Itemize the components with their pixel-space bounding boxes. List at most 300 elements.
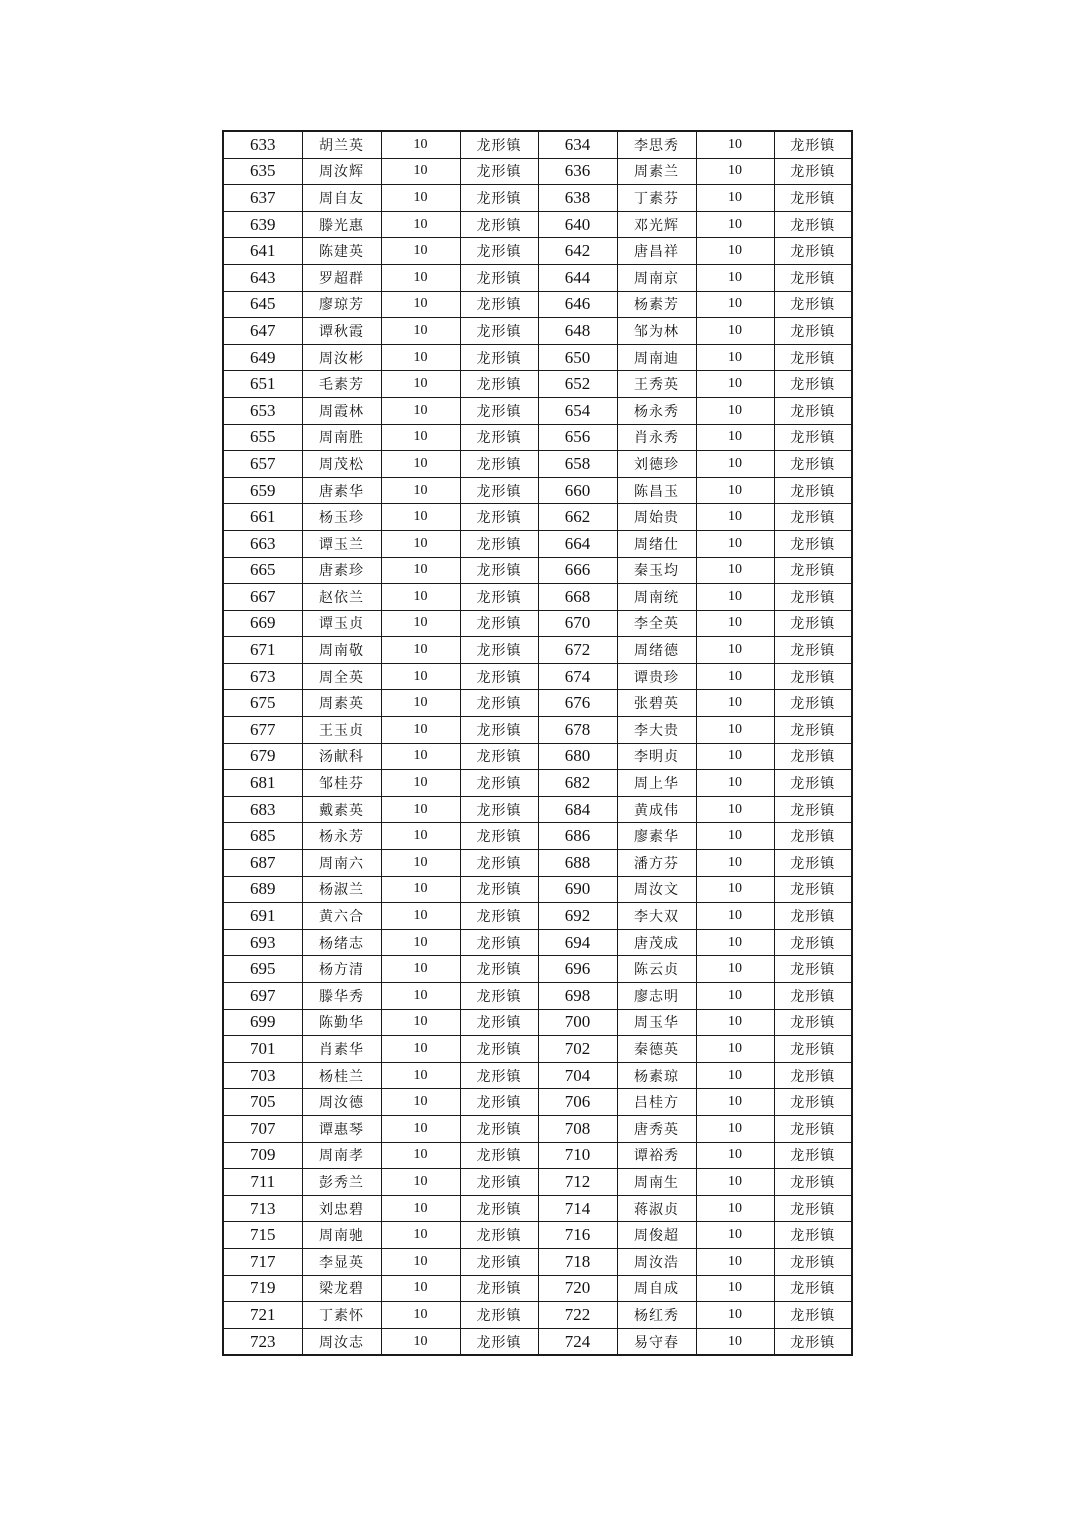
record-amount: 10 bbox=[696, 876, 774, 903]
record-number: 668 bbox=[538, 584, 617, 611]
table-row bbox=[223, 424, 852, 451]
record-town: 龙形镇 bbox=[460, 1009, 538, 1036]
record-number: 706 bbox=[538, 1089, 617, 1116]
record-number: 718 bbox=[538, 1248, 617, 1275]
table-row bbox=[223, 610, 852, 637]
record-amount: 10 bbox=[696, 717, 774, 744]
record-amount: 10 bbox=[696, 211, 774, 238]
record-number: 697 bbox=[223, 983, 302, 1010]
record-number: 635 bbox=[223, 158, 302, 185]
record-amount: 10 bbox=[696, 796, 774, 823]
record-town: 龙形镇 bbox=[774, 929, 852, 956]
record-number: 693 bbox=[223, 929, 302, 956]
record-amount: 10 bbox=[696, 743, 774, 770]
record-name: 邹为林 bbox=[617, 318, 696, 345]
table-row bbox=[223, 1089, 852, 1116]
record-number: 699 bbox=[223, 1009, 302, 1036]
record-town: 龙形镇 bbox=[460, 690, 538, 717]
record-name: 唐茂成 bbox=[617, 929, 696, 956]
record-town: 龙形镇 bbox=[460, 397, 538, 424]
record-town: 龙形镇 bbox=[774, 318, 852, 345]
record-number: 701 bbox=[223, 1036, 302, 1063]
record-town: 龙形镇 bbox=[774, 1275, 852, 1302]
record-amount: 10 bbox=[381, 530, 460, 557]
record-name: 李大贵 bbox=[617, 717, 696, 744]
record-amount: 10 bbox=[696, 1169, 774, 1196]
record-amount: 10 bbox=[381, 318, 460, 345]
table-row bbox=[223, 397, 852, 424]
table-row bbox=[223, 717, 852, 744]
record-number: 673 bbox=[223, 663, 302, 690]
record-name: 周南孝 bbox=[302, 1142, 381, 1169]
record-town: 龙形镇 bbox=[460, 929, 538, 956]
record-town: 龙形镇 bbox=[774, 584, 852, 611]
record-amount: 10 bbox=[696, 929, 774, 956]
record-number: 661 bbox=[223, 504, 302, 531]
record-number: 707 bbox=[223, 1115, 302, 1142]
record-name: 陈云贞 bbox=[617, 956, 696, 983]
record-name: 杨永芳 bbox=[302, 823, 381, 850]
record-name: 毛素芳 bbox=[302, 371, 381, 398]
record-name: 周南驰 bbox=[302, 1222, 381, 1249]
record-amount: 10 bbox=[381, 1248, 460, 1275]
record-town: 龙形镇 bbox=[774, 397, 852, 424]
table-row bbox=[223, 1302, 852, 1329]
table-row bbox=[223, 637, 852, 664]
record-town: 龙形镇 bbox=[460, 743, 538, 770]
table-row bbox=[223, 451, 852, 478]
record-name: 杨永秀 bbox=[617, 397, 696, 424]
record-name: 潘方芬 bbox=[617, 850, 696, 877]
record-town: 龙形镇 bbox=[774, 211, 852, 238]
record-name: 陈昌玉 bbox=[617, 477, 696, 504]
record-amount: 10 bbox=[381, 451, 460, 478]
record-name: 杨玉珍 bbox=[302, 504, 381, 531]
record-amount: 10 bbox=[381, 929, 460, 956]
record-name: 杨方清 bbox=[302, 956, 381, 983]
record-town: 龙形镇 bbox=[774, 1302, 852, 1329]
record-town: 龙形镇 bbox=[460, 1036, 538, 1063]
record-amount: 10 bbox=[381, 185, 460, 212]
record-name: 彭秀兰 bbox=[302, 1169, 381, 1196]
record-number: 724 bbox=[538, 1328, 617, 1355]
record-amount: 10 bbox=[381, 1115, 460, 1142]
record-number: 644 bbox=[538, 264, 617, 291]
record-number: 714 bbox=[538, 1195, 617, 1222]
record-name: 周全英 bbox=[302, 663, 381, 690]
record-town: 龙形镇 bbox=[774, 158, 852, 185]
record-number: 658 bbox=[538, 451, 617, 478]
record-name: 李大双 bbox=[617, 903, 696, 930]
record-town: 龙形镇 bbox=[460, 238, 538, 265]
record-number: 656 bbox=[538, 424, 617, 451]
record-name: 杨素琼 bbox=[617, 1062, 696, 1089]
record-number: 717 bbox=[223, 1248, 302, 1275]
record-town: 龙形镇 bbox=[460, 1302, 538, 1329]
record-amount: 10 bbox=[696, 903, 774, 930]
table-row bbox=[223, 1115, 852, 1142]
record-town: 龙形镇 bbox=[774, 956, 852, 983]
record-amount: 10 bbox=[381, 770, 460, 797]
table-row bbox=[223, 1169, 852, 1196]
record-town: 龙形镇 bbox=[460, 477, 538, 504]
table-row bbox=[223, 1248, 852, 1275]
record-number: 679 bbox=[223, 743, 302, 770]
record-amount: 10 bbox=[696, 1062, 774, 1089]
table-row bbox=[223, 983, 852, 1010]
record-amount: 10 bbox=[381, 637, 460, 664]
record-name: 黄成伟 bbox=[617, 796, 696, 823]
record-amount: 10 bbox=[381, 557, 460, 584]
record-name: 周素英 bbox=[302, 690, 381, 717]
record-number: 665 bbox=[223, 557, 302, 584]
record-name: 杨红秀 bbox=[617, 1302, 696, 1329]
record-amount: 10 bbox=[381, 158, 460, 185]
record-name: 谭玉贞 bbox=[302, 610, 381, 637]
record-name: 谭玉兰 bbox=[302, 530, 381, 557]
record-amount: 10 bbox=[696, 424, 774, 451]
record-amount: 10 bbox=[381, 344, 460, 371]
record-town: 龙形镇 bbox=[774, 1248, 852, 1275]
record-number: 719 bbox=[223, 1275, 302, 1302]
table-row bbox=[223, 264, 852, 291]
table-row bbox=[223, 1142, 852, 1169]
record-number: 682 bbox=[538, 770, 617, 797]
record-town: 龙形镇 bbox=[774, 291, 852, 318]
record-number: 649 bbox=[223, 344, 302, 371]
record-number: 687 bbox=[223, 850, 302, 877]
record-name: 秦玉均 bbox=[617, 557, 696, 584]
record-name: 滕光惠 bbox=[302, 211, 381, 238]
table-row bbox=[223, 291, 852, 318]
record-name: 周茂松 bbox=[302, 451, 381, 478]
record-town: 龙形镇 bbox=[460, 1222, 538, 1249]
record-town: 龙形镇 bbox=[460, 1328, 538, 1355]
record-number: 641 bbox=[223, 238, 302, 265]
record-town: 龙形镇 bbox=[774, 823, 852, 850]
record-amount: 10 bbox=[696, 131, 774, 158]
record-name: 肖永秀 bbox=[617, 424, 696, 451]
record-name: 唐素珍 bbox=[302, 557, 381, 584]
record-number: 659 bbox=[223, 477, 302, 504]
record-number: 662 bbox=[538, 504, 617, 531]
record-name: 黄六合 bbox=[302, 903, 381, 930]
record-name: 周汝彬 bbox=[302, 344, 381, 371]
record-town: 龙形镇 bbox=[460, 318, 538, 345]
record-amount: 10 bbox=[696, 291, 774, 318]
record-name: 滕华秀 bbox=[302, 983, 381, 1010]
record-name: 杨桂兰 bbox=[302, 1062, 381, 1089]
table-row bbox=[223, 185, 852, 212]
record-town: 龙形镇 bbox=[460, 185, 538, 212]
record-amount: 10 bbox=[696, 956, 774, 983]
record-number: 715 bbox=[223, 1222, 302, 1249]
record-amount: 10 bbox=[381, 610, 460, 637]
record-number: 672 bbox=[538, 637, 617, 664]
record-name: 周自友 bbox=[302, 185, 381, 212]
table-row bbox=[223, 238, 852, 265]
record-name: 丁素芬 bbox=[617, 185, 696, 212]
record-name: 吕桂方 bbox=[617, 1089, 696, 1116]
record-amount: 10 bbox=[696, 318, 774, 345]
record-amount: 10 bbox=[696, 344, 774, 371]
record-name: 周南六 bbox=[302, 850, 381, 877]
record-number: 716 bbox=[538, 1222, 617, 1249]
record-number: 670 bbox=[538, 610, 617, 637]
record-name: 廖素华 bbox=[617, 823, 696, 850]
record-name: 周上华 bbox=[617, 770, 696, 797]
record-town: 龙形镇 bbox=[460, 663, 538, 690]
record-amount: 10 bbox=[696, 1222, 774, 1249]
record-amount: 10 bbox=[381, 823, 460, 850]
record-number: 660 bbox=[538, 477, 617, 504]
record-name: 戴素英 bbox=[302, 796, 381, 823]
record-town: 龙形镇 bbox=[774, 557, 852, 584]
table-row bbox=[223, 557, 852, 584]
record-amount: 10 bbox=[696, 637, 774, 664]
record-name: 王秀英 bbox=[617, 371, 696, 398]
record-name: 周汝德 bbox=[302, 1089, 381, 1116]
record-amount: 10 bbox=[381, 424, 460, 451]
record-town: 龙形镇 bbox=[774, 876, 852, 903]
record-amount: 10 bbox=[696, 397, 774, 424]
record-amount: 10 bbox=[696, 983, 774, 1010]
record-number: 723 bbox=[223, 1328, 302, 1355]
record-number: 652 bbox=[538, 371, 617, 398]
record-amount: 10 bbox=[381, 1169, 460, 1196]
record-town: 龙形镇 bbox=[460, 211, 538, 238]
record-number: 677 bbox=[223, 717, 302, 744]
record-number: 722 bbox=[538, 1302, 617, 1329]
record-town: 龙形镇 bbox=[460, 637, 538, 664]
record-name: 邓光辉 bbox=[617, 211, 696, 238]
table-row bbox=[223, 131, 852, 158]
table-row bbox=[223, 1009, 852, 1036]
record-number: 686 bbox=[538, 823, 617, 850]
record-name: 周南胜 bbox=[302, 424, 381, 451]
record-name: 唐秀英 bbox=[617, 1115, 696, 1142]
record-name: 周南京 bbox=[617, 264, 696, 291]
record-town: 龙形镇 bbox=[460, 1062, 538, 1089]
record-town: 龙形镇 bbox=[460, 131, 538, 158]
record-amount: 10 bbox=[696, 1195, 774, 1222]
record-amount: 10 bbox=[696, 823, 774, 850]
record-name: 唐素华 bbox=[302, 477, 381, 504]
record-amount: 10 bbox=[696, 1275, 774, 1302]
record-amount: 10 bbox=[381, 1036, 460, 1063]
record-number: 710 bbox=[538, 1142, 617, 1169]
record-number: 676 bbox=[538, 690, 617, 717]
record-number: 694 bbox=[538, 929, 617, 956]
record-amount: 10 bbox=[381, 1089, 460, 1116]
record-number: 684 bbox=[538, 796, 617, 823]
record-amount: 10 bbox=[381, 477, 460, 504]
record-town: 龙形镇 bbox=[460, 291, 538, 318]
record-name: 罗超群 bbox=[302, 264, 381, 291]
record-amount: 10 bbox=[381, 1195, 460, 1222]
record-town: 龙形镇 bbox=[774, 796, 852, 823]
record-name: 王玉贞 bbox=[302, 717, 381, 744]
record-number: 685 bbox=[223, 823, 302, 850]
record-amount: 10 bbox=[381, 1302, 460, 1329]
record-number: 639 bbox=[223, 211, 302, 238]
table-row bbox=[223, 1275, 852, 1302]
record-town: 龙形镇 bbox=[774, 1009, 852, 1036]
record-number: 703 bbox=[223, 1062, 302, 1089]
record-town: 龙形镇 bbox=[460, 584, 538, 611]
record-amount: 10 bbox=[696, 770, 774, 797]
record-name: 廖志明 bbox=[617, 983, 696, 1010]
record-amount: 10 bbox=[381, 663, 460, 690]
record-number: 711 bbox=[223, 1169, 302, 1196]
table-row bbox=[223, 318, 852, 345]
record-number: 636 bbox=[538, 158, 617, 185]
record-town: 龙形镇 bbox=[774, 1142, 852, 1169]
record-name: 谭贵珍 bbox=[617, 663, 696, 690]
table-row bbox=[223, 770, 852, 797]
record-name: 周俊超 bbox=[617, 1222, 696, 1249]
record-number: 681 bbox=[223, 770, 302, 797]
record-amount: 10 bbox=[381, 983, 460, 1010]
record-name: 周南统 bbox=[617, 584, 696, 611]
record-town: 龙形镇 bbox=[774, 690, 852, 717]
table-row bbox=[223, 158, 852, 185]
record-amount: 10 bbox=[696, 185, 774, 212]
record-name: 赵依兰 bbox=[302, 584, 381, 611]
record-name: 刘忠碧 bbox=[302, 1195, 381, 1222]
record-town: 龙形镇 bbox=[774, 850, 852, 877]
record-name: 周霞林 bbox=[302, 397, 381, 424]
record-number: 720 bbox=[538, 1275, 617, 1302]
record-number: 712 bbox=[538, 1169, 617, 1196]
record-amount: 10 bbox=[696, 1036, 774, 1063]
table-row bbox=[223, 956, 852, 983]
record-town: 龙形镇 bbox=[774, 610, 852, 637]
record-name: 周汝辉 bbox=[302, 158, 381, 185]
record-town: 龙形镇 bbox=[460, 504, 538, 531]
record-number: 634 bbox=[538, 131, 617, 158]
record-amount: 10 bbox=[696, 663, 774, 690]
record-amount: 10 bbox=[381, 796, 460, 823]
record-town: 龙形镇 bbox=[774, 1062, 852, 1089]
record-town: 龙形镇 bbox=[774, 424, 852, 451]
record-name: 张碧英 bbox=[617, 690, 696, 717]
table-row bbox=[223, 823, 852, 850]
record-number: 692 bbox=[538, 903, 617, 930]
record-town: 龙形镇 bbox=[460, 1195, 538, 1222]
record-amount: 10 bbox=[381, 903, 460, 930]
record-amount: 10 bbox=[696, 158, 774, 185]
table-row bbox=[223, 584, 852, 611]
record-name: 杨绪志 bbox=[302, 929, 381, 956]
record-number: 696 bbox=[538, 956, 617, 983]
record-amount: 10 bbox=[381, 743, 460, 770]
record-town: 龙形镇 bbox=[774, 238, 852, 265]
record-town: 龙形镇 bbox=[774, 1089, 852, 1116]
record-name: 胡兰英 bbox=[302, 131, 381, 158]
table-row bbox=[223, 371, 852, 398]
record-number: 689 bbox=[223, 876, 302, 903]
record-town: 龙形镇 bbox=[774, 1195, 852, 1222]
table-row bbox=[223, 1328, 852, 1355]
record-amount: 10 bbox=[696, 850, 774, 877]
record-town: 龙形镇 bbox=[774, 1328, 852, 1355]
record-number: 698 bbox=[538, 983, 617, 1010]
record-number: 647 bbox=[223, 318, 302, 345]
record-number: 700 bbox=[538, 1009, 617, 1036]
record-name: 周汝浩 bbox=[617, 1248, 696, 1275]
record-number: 704 bbox=[538, 1062, 617, 1089]
record-town: 龙形镇 bbox=[774, 1036, 852, 1063]
record-name: 谭秋霞 bbox=[302, 318, 381, 345]
record-name: 周素兰 bbox=[617, 158, 696, 185]
record-town: 龙形镇 bbox=[460, 1275, 538, 1302]
record-name: 易守春 bbox=[617, 1328, 696, 1355]
record-town: 龙形镇 bbox=[774, 344, 852, 371]
record-name: 周绪仕 bbox=[617, 530, 696, 557]
record-name: 梁龙碧 bbox=[302, 1275, 381, 1302]
table-row bbox=[223, 903, 852, 930]
record-amount: 10 bbox=[381, 1275, 460, 1302]
table-row bbox=[223, 876, 852, 903]
record-amount: 10 bbox=[696, 1089, 774, 1116]
record-town: 龙形镇 bbox=[460, 158, 538, 185]
record-name: 周南生 bbox=[617, 1169, 696, 1196]
table-row bbox=[223, 344, 852, 371]
record-amount: 10 bbox=[696, 504, 774, 531]
record-name: 陈建英 bbox=[302, 238, 381, 265]
record-name: 李思秀 bbox=[617, 131, 696, 158]
record-name: 杨淑兰 bbox=[302, 876, 381, 903]
table-row bbox=[223, 1062, 852, 1089]
record-number: 653 bbox=[223, 397, 302, 424]
record-number: 664 bbox=[538, 530, 617, 557]
record-number: 709 bbox=[223, 1142, 302, 1169]
record-town: 龙形镇 bbox=[460, 903, 538, 930]
record-town: 龙形镇 bbox=[460, 610, 538, 637]
record-number: 675 bbox=[223, 690, 302, 717]
record-number: 721 bbox=[223, 1302, 302, 1329]
record-town: 龙形镇 bbox=[774, 1169, 852, 1196]
record-town: 龙形镇 bbox=[774, 371, 852, 398]
record-amount: 10 bbox=[696, 610, 774, 637]
record-town: 龙形镇 bbox=[460, 1248, 538, 1275]
record-town: 龙形镇 bbox=[774, 504, 852, 531]
record-number: 708 bbox=[538, 1115, 617, 1142]
record-name: 周自成 bbox=[617, 1275, 696, 1302]
record-amount: 10 bbox=[381, 1009, 460, 1036]
record-amount: 10 bbox=[696, 1009, 774, 1036]
record-town: 龙形镇 bbox=[460, 876, 538, 903]
record-number: 657 bbox=[223, 451, 302, 478]
record-amount: 10 bbox=[696, 371, 774, 398]
record-name: 李全英 bbox=[617, 610, 696, 637]
record-town: 龙形镇 bbox=[460, 344, 538, 371]
record-name: 周汝志 bbox=[302, 1328, 381, 1355]
record-town: 龙形镇 bbox=[774, 983, 852, 1010]
record-amount: 10 bbox=[696, 451, 774, 478]
record-amount: 10 bbox=[381, 397, 460, 424]
record-amount: 10 bbox=[381, 876, 460, 903]
record-name: 唐昌祥 bbox=[617, 238, 696, 265]
record-amount: 10 bbox=[381, 504, 460, 531]
record-number: 674 bbox=[538, 663, 617, 690]
record-amount: 10 bbox=[381, 850, 460, 877]
record-name: 蒋淑贞 bbox=[617, 1195, 696, 1222]
record-amount: 10 bbox=[696, 1142, 774, 1169]
record-amount: 10 bbox=[381, 1142, 460, 1169]
record-town: 龙形镇 bbox=[774, 530, 852, 557]
